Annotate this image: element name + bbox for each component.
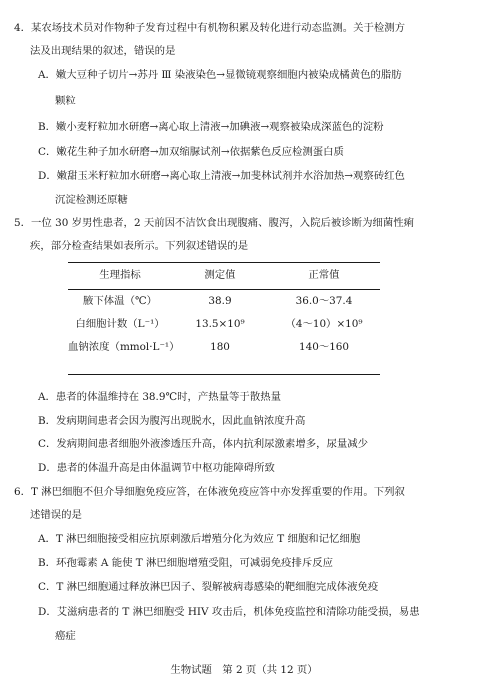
q5-stem-line1: 5．一位 30 岁男性患者，2 天前因不洁饮食出现腹痛、腹泻，入院后被诊断为细菌性痢 bbox=[14, 217, 415, 229]
q6-option-d-cont: 癌症 bbox=[55, 630, 76, 642]
table-cell-wbc-normal: （4～10）×10⁹ bbox=[285, 318, 363, 330]
table-cell-sodium-value: 180 bbox=[210, 341, 230, 353]
q6-stem-line2: 述错误的是 bbox=[30, 509, 82, 521]
q5-option-c: C．发病期间患者细胞外液渗透压升高，体内抗利尿激素增多，尿量减少 bbox=[38, 438, 369, 450]
q6-option-d: D．艾滋病患者的 T 淋巴细胞受 HIV 攻击后，机体免疫监控和清除功能受损，易患 bbox=[38, 606, 420, 618]
q4-option-a-cont: 颗粒 bbox=[55, 95, 76, 107]
q4-option-c: C．嫩花生种子加水研磨→加双缩脲试剂→依据紫色反应检测蛋白质 bbox=[38, 146, 344, 158]
q4-stem-line1: 4．某农场技术员对作物种子发育过程中有机物积累及转化进行动态监测。关于检测方 bbox=[14, 22, 406, 34]
table-header-rule bbox=[68, 289, 380, 290]
q6-option-c: C．T 淋巴细胞通过释放淋巴因子、裂解被病毒感染的靶细胞完成体液免疫 bbox=[38, 581, 379, 593]
q4-option-b: B．嫩小麦籽粒加水研磨→离心取上清液→加碘液→观察被染成深蓝色的淀粉 bbox=[38, 121, 384, 133]
q4-option-d: D．嫩甜玉米籽粒加水研磨→离心取上清液→加斐林试剂并水浴加热→观察砖红色 bbox=[38, 170, 405, 182]
q5-option-d: D．患者的体温升高是由体温调节中枢功能障碍所致 bbox=[38, 462, 275, 474]
table-cell-wbc-value: 13.5×10⁹ bbox=[195, 318, 245, 330]
q4-option-d-cont: 沉淀检测还原糖 bbox=[55, 194, 128, 206]
table-cell-sodium-normal: 140～160 bbox=[298, 341, 350, 353]
q4-stem-line2: 法及出现结果的叙述，错误的是 bbox=[30, 45, 176, 57]
table-top-rule bbox=[68, 262, 380, 263]
page-footer: 生物试题 第 2 页（共 12 页） bbox=[170, 664, 318, 676]
q5-stem-line2: 疾，部分检查结果如表所示。下列叙述错误的是 bbox=[30, 240, 249, 252]
table-cell-wbc-label: 白细胞计数（L⁻¹） bbox=[75, 318, 165, 330]
q5-option-a: A．患者的体温维持在 38.9℃时，产热量等于散热量 bbox=[38, 391, 281, 403]
table-cell-temp-value: 38.9 bbox=[208, 295, 232, 307]
q6-option-a: A．T 淋巴细胞接受相应抗原刺激后增殖分化为效应 T 细胞和记忆细胞 bbox=[38, 533, 361, 545]
table-cell-sodium-label: 血钠浓度（mmol·L⁻¹） bbox=[68, 341, 180, 353]
table-cell-temp-label: 腋下体温（℃） bbox=[83, 295, 157, 307]
table-header-normal: 正常值 bbox=[308, 269, 340, 281]
q5-option-b: B．发病期间患者会因为腹泻出现脱水，因此血钠浓度升高 bbox=[38, 415, 306, 427]
q4-option-a: A．嫩大豆种子切片→苏丹 Ⅲ 染液染色→显微镜观察细胞内被染成橘黄色的脂肪 bbox=[38, 69, 402, 81]
table-bottom-rule bbox=[68, 374, 380, 375]
table-cell-temp-normal: 36.0～37.4 bbox=[295, 295, 353, 307]
q6-option-b: B．环孢霉素 A 能使 T 淋巴细胞增殖受阻，可减弱免疫排斥反应 bbox=[38, 557, 334, 569]
table-header-measured: 测定值 bbox=[204, 269, 236, 281]
q6-stem-line1: 6．T 淋巴细胞不但介导细胞免疫应答，在体液免疫应答中亦发挥重要的作用。下列叙 bbox=[14, 486, 405, 498]
table-header-indicator: 生理指标 bbox=[99, 269, 141, 281]
